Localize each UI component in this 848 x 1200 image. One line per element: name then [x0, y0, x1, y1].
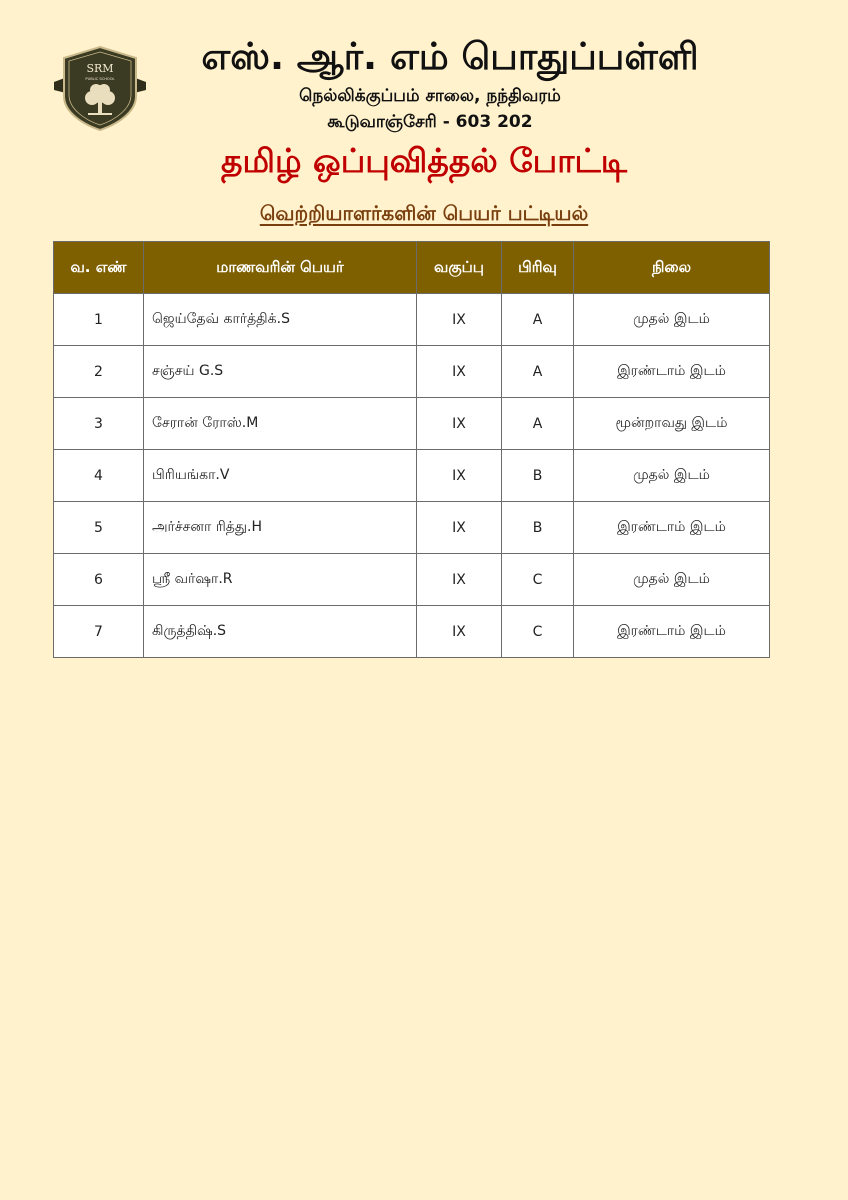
table-row	[54, 606, 770, 658]
header-class: வகுப்பு	[417, 242, 502, 294]
cell-section: C	[502, 554, 574, 606]
cell-student-name: சேரான் ரோஸ்.M	[144, 398, 417, 450]
school-logo	[52, 44, 148, 132]
cell-class: IX	[417, 294, 502, 346]
cell-section: B	[502, 502, 574, 554]
cell-position: முதல் இடம்	[574, 450, 770, 502]
event-title: தமிழ் ஒப்புவித்தல் போட்டி	[221, 141, 627, 180]
table-row	[54, 294, 770, 346]
cell-position: மூன்றாவது இடம்	[574, 398, 770, 450]
cell-serial-number: 3	[54, 398, 144, 450]
logo-shield-icon	[52, 44, 148, 132]
header-position: நிலை	[574, 242, 770, 294]
cell-class: IX	[417, 502, 502, 554]
list-title-text: வெற்றியாளர்களின் பெயர் பட்டியல்	[259, 201, 589, 225]
cell-class: IX	[417, 450, 502, 502]
cell-serial-number: 4	[54, 450, 144, 502]
cell-serial-number: 1	[54, 294, 144, 346]
table-row	[54, 346, 770, 398]
logo-text: SRM	[86, 62, 114, 75]
cell-class: IX	[417, 398, 502, 450]
address-line-1: நெல்லிக்குப்பம் சாலை, நந்திவரம்	[299, 86, 561, 106]
school-name: எஸ். ஆர். எம் பொதுப்பள்ளி	[201, 35, 699, 78]
cell-serial-number: 2	[54, 346, 144, 398]
cell-serial-number: 5	[54, 502, 144, 554]
cell-student-name: ஜெய்தேவ் கார்த்திக்.S	[144, 294, 417, 346]
header-serial-number: வ. எண்	[54, 242, 144, 294]
list-title	[100, 198, 748, 228]
cell-student-name: பிரியங்கா.V	[144, 450, 417, 502]
cell-section: C	[502, 606, 574, 658]
cell-student-name: சஞ்சய் G.S	[144, 346, 417, 398]
address-line-2: கூடுவாஞ்சேரி - 603 202	[327, 112, 533, 132]
cell-position: இரண்டாம் இடம்	[574, 502, 770, 554]
logo-subtext: PUBLIC SCHOOL	[85, 77, 115, 81]
cell-section: A	[502, 346, 574, 398]
cell-position: இரண்டாம் இடம்	[574, 606, 770, 658]
cell-class: IX	[417, 346, 502, 398]
cell-serial-number: 7	[54, 606, 144, 658]
header-section: பிரிவு	[502, 242, 574, 294]
cell-student-name: கிருத்திஷ்.S	[144, 606, 417, 658]
cell-position: இரண்டாம் இடம்	[574, 346, 770, 398]
cell-student-name: அர்ச்சனா ரித்து.H	[144, 502, 417, 554]
cell-section: A	[502, 398, 574, 450]
cell-section: A	[502, 294, 574, 346]
table-row	[54, 502, 770, 554]
table-row	[54, 554, 770, 606]
table-row	[54, 398, 770, 450]
cell-student-name: ஸ்ரீ வர்ஷா.R	[144, 554, 417, 606]
header-student-name: மாணவரின் பெயர்	[144, 242, 417, 294]
table-row	[54, 450, 770, 502]
cell-serial-number: 6	[54, 554, 144, 606]
cell-position: முதல் இடம்	[574, 294, 770, 346]
cell-section: B	[502, 450, 574, 502]
cell-class: IX	[417, 606, 502, 658]
table-header-row	[54, 242, 770, 294]
winners-table	[53, 241, 770, 658]
cell-position: முதல் இடம்	[574, 554, 770, 606]
cell-class: IX	[417, 554, 502, 606]
